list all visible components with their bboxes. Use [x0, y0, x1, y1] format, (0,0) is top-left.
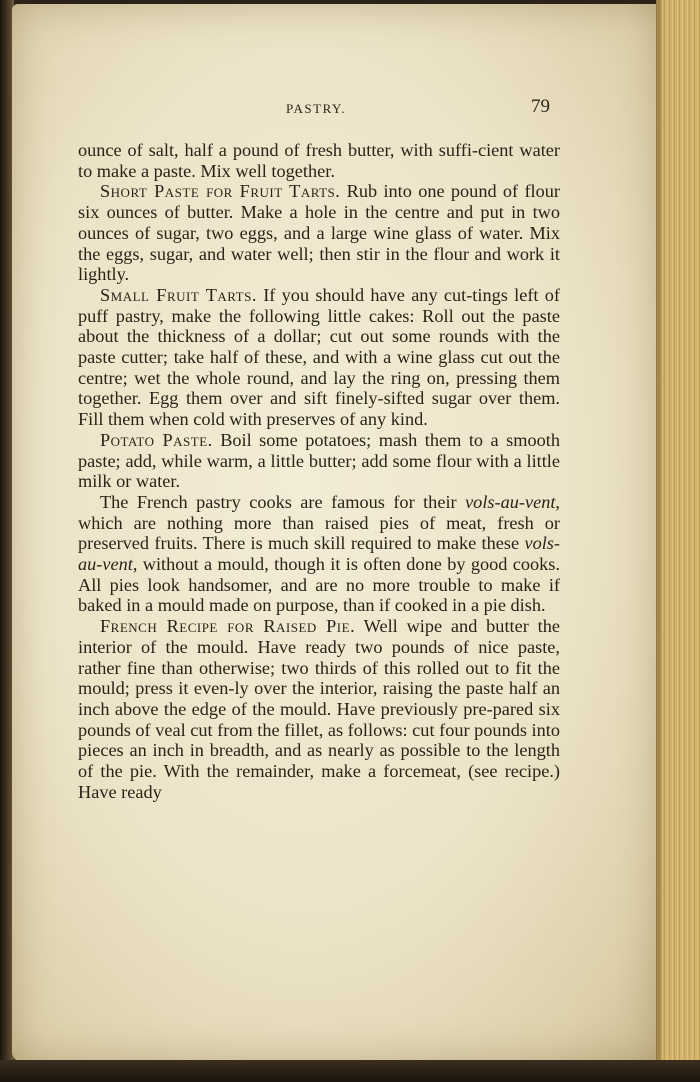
page-number: 79	[531, 96, 550, 117]
recipe-title: Short Paste for Fruit Tarts.	[100, 181, 341, 202]
recipe-title: French Recipe for Raised Pie.	[100, 616, 356, 637]
recipe-short-paste	[78, 181, 560, 285]
recipe-potato-paste	[78, 430, 560, 492]
running-head: PASTRY.	[286, 101, 347, 116]
paragraph-vols-au-vent	[78, 492, 560, 616]
paragraph-text: , which are nothing more than raised pies of meat, fresh or preserved fruits. There is much skill required to make these	[78, 491, 560, 554]
bottom-shadow	[0, 1060, 700, 1082]
recipe-text: Boil some potatoes; mash them to a smooth paste; add, while warm, a little butter; add some flour with a little milk or water.	[78, 429, 560, 492]
recipe-title: Potato Paste.	[100, 429, 213, 450]
recipe-text: Well wipe and butter the interior of the mould. Have ready two pounds of nice paste, rather fine than otherwise; two thirds of this rolled out to fit the mould; press it even-ly over the interior, raising the paste half an inch above the edge of the mould. Have previously pre-pared six pounds of veal cut from the fillet, as follows: cut four pounds into pieces an inch in breadth, and as nearly as possible to the length of the pie. With the remainder, make a forcemeat, (see recipe.) Have ready	[78, 616, 560, 802]
paragraph-continuation	[78, 140, 560, 181]
paragraph-text: The French pastry cooks are famous for their	[100, 491, 466, 512]
recipe-title: Small Fruit Tarts.	[100, 284, 257, 305]
recipe-french-raised-pie	[78, 616, 560, 802]
paragraph-text: , without a mould, though it is often done by good cooks. All pies look handsomer, and are no more trouble to make if baked in a mould made on purpose, than if cooked in a pie dish.	[78, 554, 560, 616]
recipe-text: If you should have any cut-tings left of puff pastry, make the following little cakes: Roll out the paste about the thickness of a dollar; cut out some rounds with the paste cutter; take half of these, and with a wine glass cut out the centre; wet the whole round, and lay the ring on, pressing them together. Egg them over and sift finely-sifted sugar over them. Fill them when cold with preserves of any kind.	[78, 284, 560, 430]
body-text	[78, 140, 560, 803]
paragraph-text: ounce of salt, half a pound of fresh butter, with suffi-cient water to make a paste. Mix well together.	[78, 140, 560, 181]
recipe-small-fruit-tarts	[78, 285, 560, 430]
page-edges	[656, 0, 700, 1082]
recipe-text: Rub into one pound of flour six ounces of butter. Make a hole in the centre and put in two ounces of sugar, two eggs, and a large wine glass of water. Mix the eggs, sugar, and water well; then stir in the flour and work it lightly.	[78, 181, 560, 285]
italic-term: vols-au-vent	[78, 533, 560, 575]
italic-term: vols-au-vent	[465, 491, 556, 512]
